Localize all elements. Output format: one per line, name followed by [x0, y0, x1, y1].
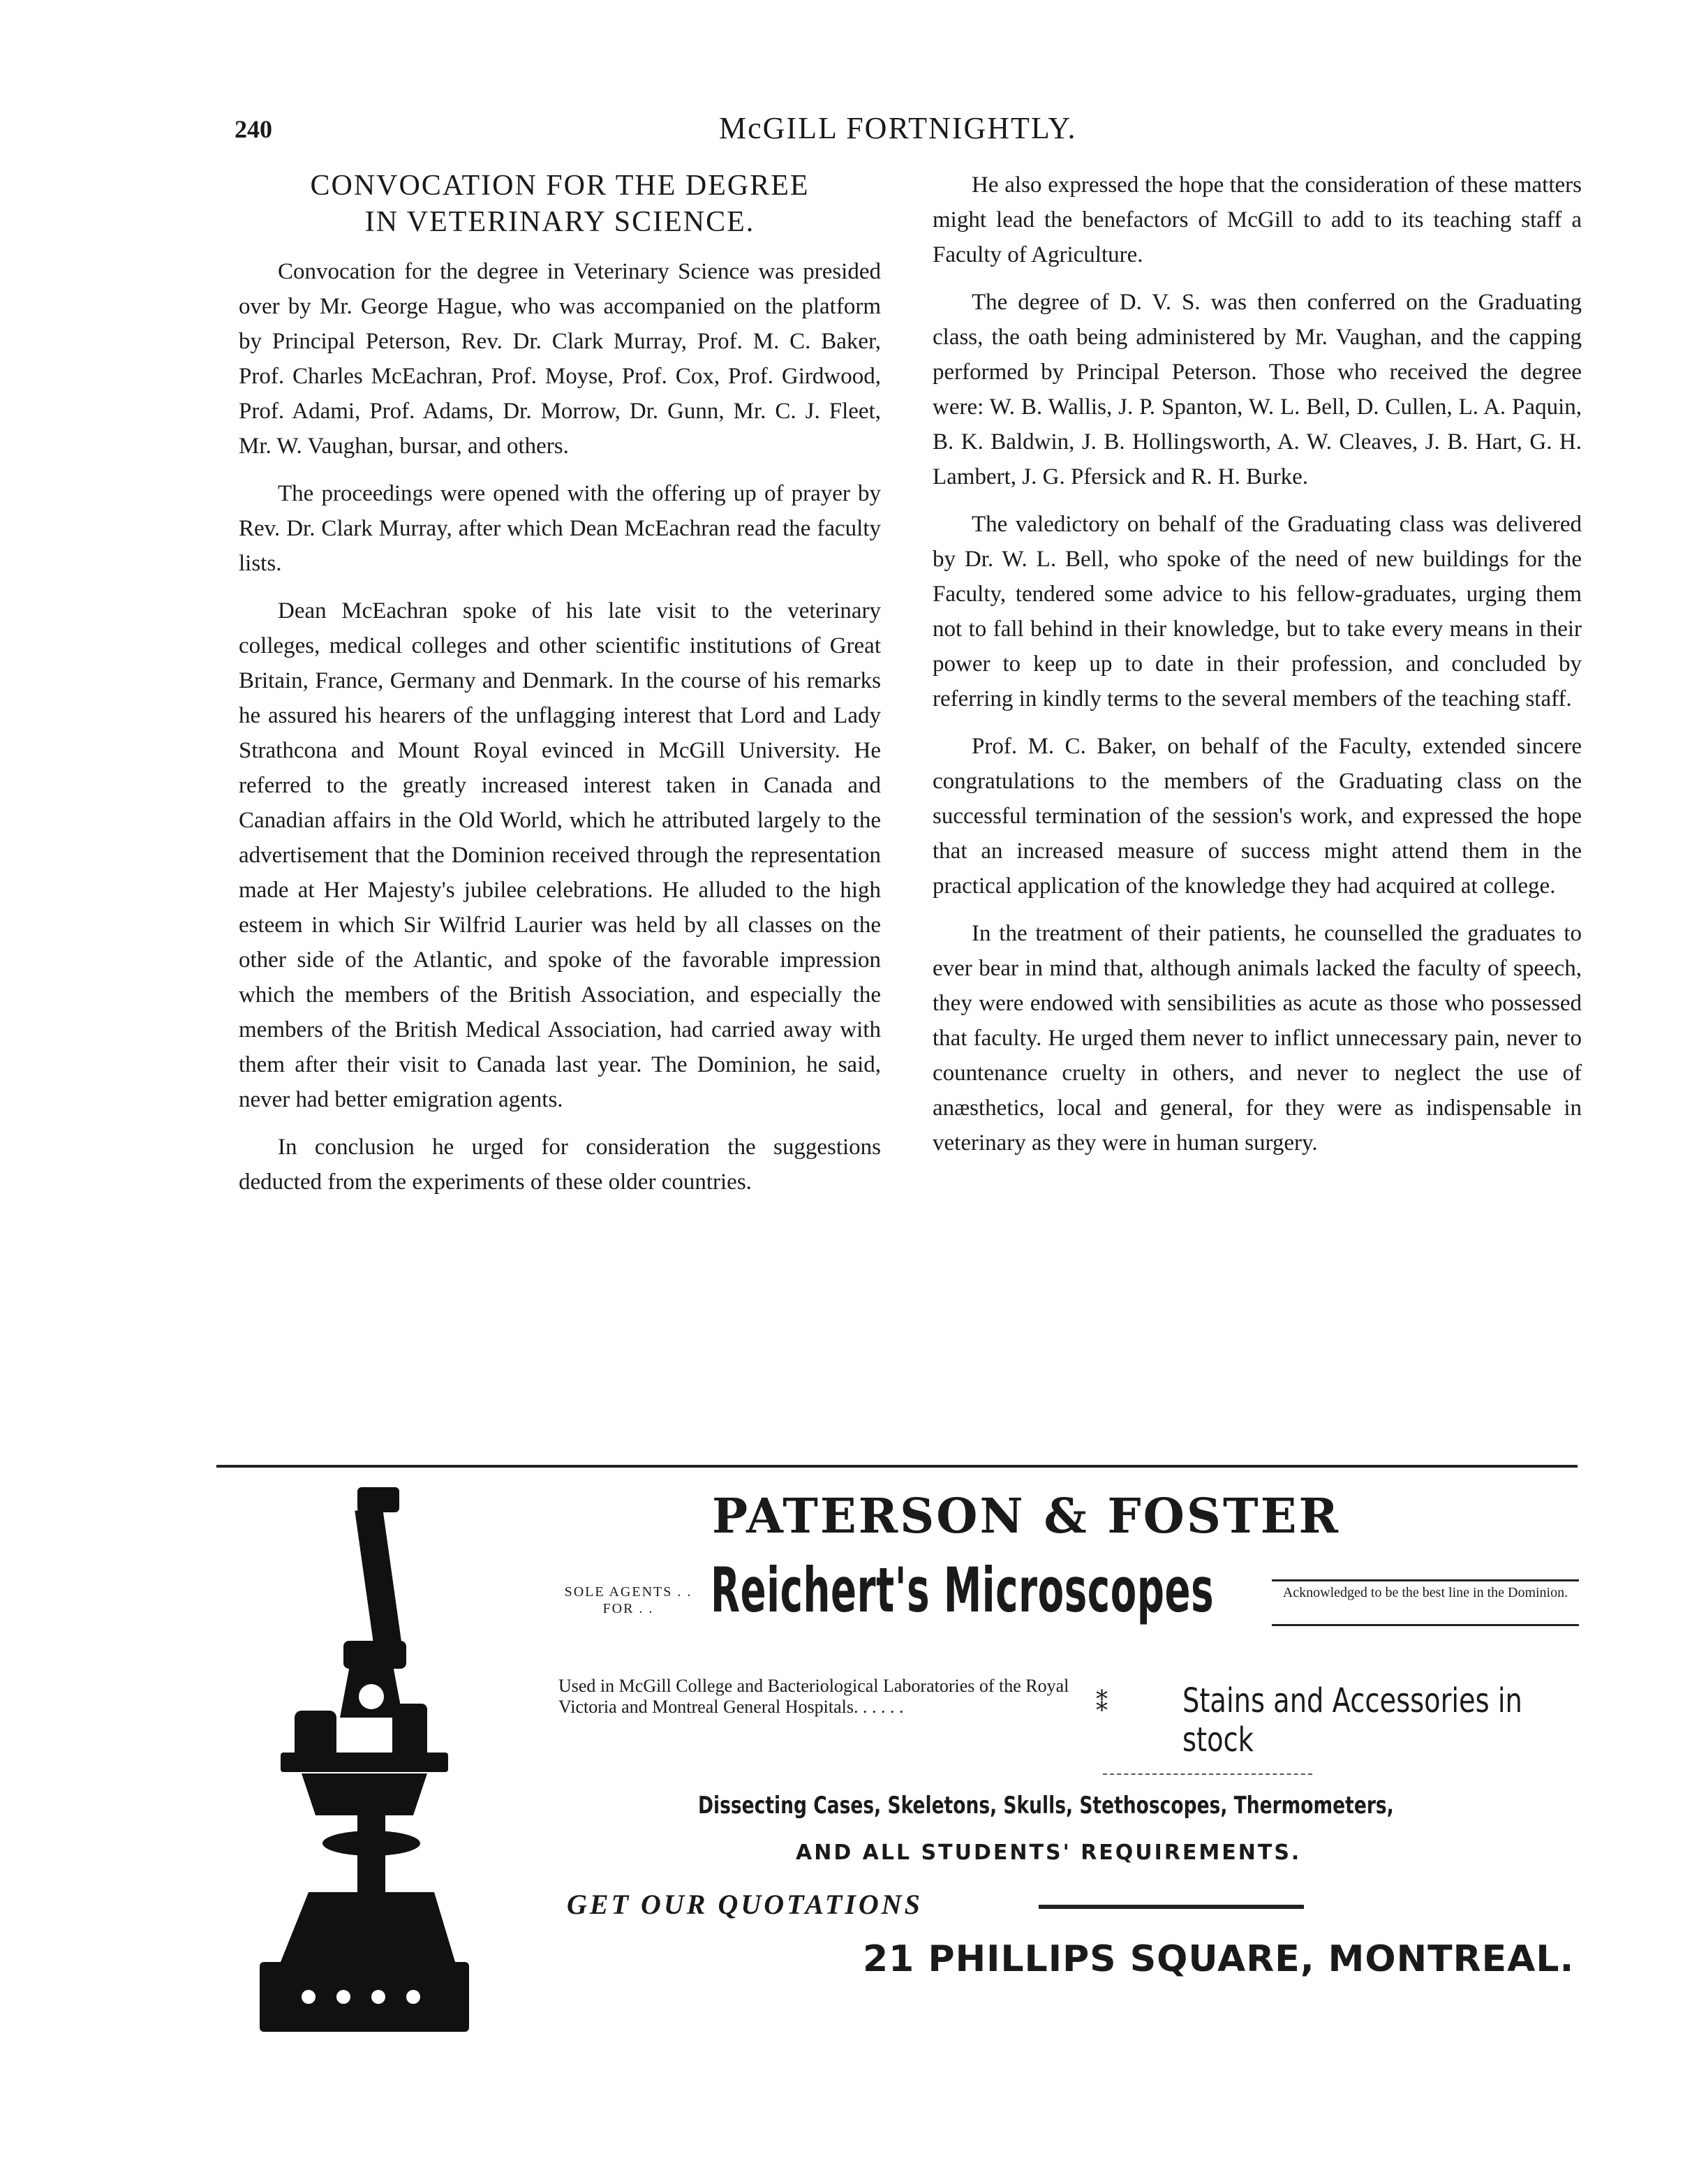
right-column: [933, 168, 1582, 1173]
ad-product-name: Reichert's Microscopes: [711, 1554, 1215, 1626]
paragraph: He also expressed the hope that the consideration of these matters might lead the benefactors of McGill to add to its teaching staff a Faculty of Agriculture.: [933, 172, 1582, 267]
ad-students: AND ALL STUDENTS' REQUIREMENTS.: [796, 1840, 1302, 1865]
page-number: 240: [235, 115, 272, 143]
ad-stains: Stains and Accessories in stock: [1182, 1681, 1522, 1759]
paragraph: The valedictory on behalf of the Graduating class was delivered by Dr. W. L. Bell, who spoke of the need of new buildings for the Faculty, tendered some advice to his fellow-graduates, urging them not to fall behind in their knowledge, but to take every means in their power to keep up to date in their profession, and concluded by referring in kindly terms to the several members of the teaching staff.: [933, 512, 1582, 711]
ad-sole-agents: SOLE AGENTS . . FOR . .: [564, 1584, 692, 1616]
paragraph: Prof. M. C. Baker, on behalf of the Faculty, extended sincere congratulations to the members of the Graduating class on the successful termination of the session's work, and expressed the hope that an increased measure of success might attend them in the practical application of the knowledge they had acquired at college.: [933, 734, 1582, 899]
ornament-icon: ⁑: [1096, 1691, 1108, 1717]
paragraph: In the treatment of their patients, he counselled the graduates to ever bear in mind that, although animals lacked the faculty of speech, they were endowed with sensibilities as acute as those who possessed that faculty. He urged them never to inflict unnecessary pain, never to countenance cruelty in others, and never to neglect the use of anæsthetics, local and general, for they were as indispensable in veterinary as they were in human surgery.: [933, 921, 1582, 1156]
paragraph: The degree of D. V. S. was then conferred on the Graduating class, the oath being administered by Mr. Vaughan, and the capping performed by Principal Peterson. Those who received the degree were: W. B. Wallis, J. P. Spanton, W. L. Bell, D. Cullen, L. A. Paquin, B. K. Baldwin, J. B. Hollingsworth, A. W. Cleaves, J. B. Hart, G. H. Lambert, J. G. Pfersick and R. H. Burke.: [933, 290, 1582, 489]
paragraph: Dean McEachran spoke of his late visit to the veterinary colleges, medical colleges and other scientific institutions of Great Britain, France, Germany and Denmark. In the course of his remarks he assured his hearers of the unflagging interest that Lord and Lady Strathcona and Mount Royal evinced in McGill University. He referred to the greatly increased interest taken in Canada and Canadian affairs in the Old World, which he attributed largely to the advertisement that the Dominion received through the representation made at Her Majesty's jubilee celebrations. He alluded to the high esteem in which Sir Wilfrid Laurier was held by all classes on the other side of the Atlantic, and spoke of the favorable impression which the members of the British Association, and especially the members of the British Medical Association, had carried away with them after their visit to Canada last year. The Dominion, he said, never had better emigration agents.: [239, 598, 881, 1112]
paragraph: Convocation for the degree in Veterinary Science was presided over by Mr. George Hague, who was accompanied on the platform by Principal Peterson, Rev. Dr. Clark Murray, Prof. M. C. Baker, Prof. Charles McEachran, Prof. Moyse, Prof. Cox, Prof. Girdwood, Prof. Adami, Prof. Adams, Dr. Morrow, Dr. Gunn, Mr. C. J. Fleet, Mr. W. Vaughan, bursar, and others.: [239, 259, 881, 459]
ad-acknowledged: Acknowledged to be the best line in the Dominion.: [1272, 1579, 1579, 1601]
microscope-illustration: [253, 1487, 476, 2046]
ad-quotations: GET OUR QUOTATIONS: [567, 1889, 923, 1920]
ad-quotations-rule: [1039, 1905, 1304, 1909]
section-divider: [216, 1465, 1578, 1468]
ad-used-in: Used in McGill College and Bacteriological Laboratories of the Royal Victoria and Montreal General Hospitals. . . . . .: [558, 1676, 1069, 1717]
ad-address: 21 PHILLIPS SQUARE, MONTREAL.: [863, 1938, 1575, 1980]
article-heading-line2: IN VETERINARY SCIENCE.: [364, 206, 755, 238]
ad-ack-rule: [1272, 1624, 1579, 1626]
left-column: [239, 168, 881, 1212]
ad-dashed-rule: [1103, 1773, 1312, 1776]
article-heading: [239, 168, 881, 240]
page-title: McGILL FORTNIGHTLY.: [719, 111, 1077, 145]
paragraph: The proceedings were opened with the offering up of prayer by Rev. Dr. Clark Murray, after which Dean McEachran read the faculty lists.: [239, 481, 881, 576]
paragraph: In conclusion he urged for consideration the suggestions deducted from the experiments of these older countries.: [239, 1135, 881, 1195]
article-heading-line1: CONVOCATION FOR THE DEGREE: [310, 170, 810, 202]
ad-dissecting: Dissecting Cases, Skeletons, Skulls, Stethoscopes, Thermometers,: [698, 1792, 1394, 1820]
ad-firm-name: PATERSON & FOSTER: [712, 1489, 1340, 1544]
